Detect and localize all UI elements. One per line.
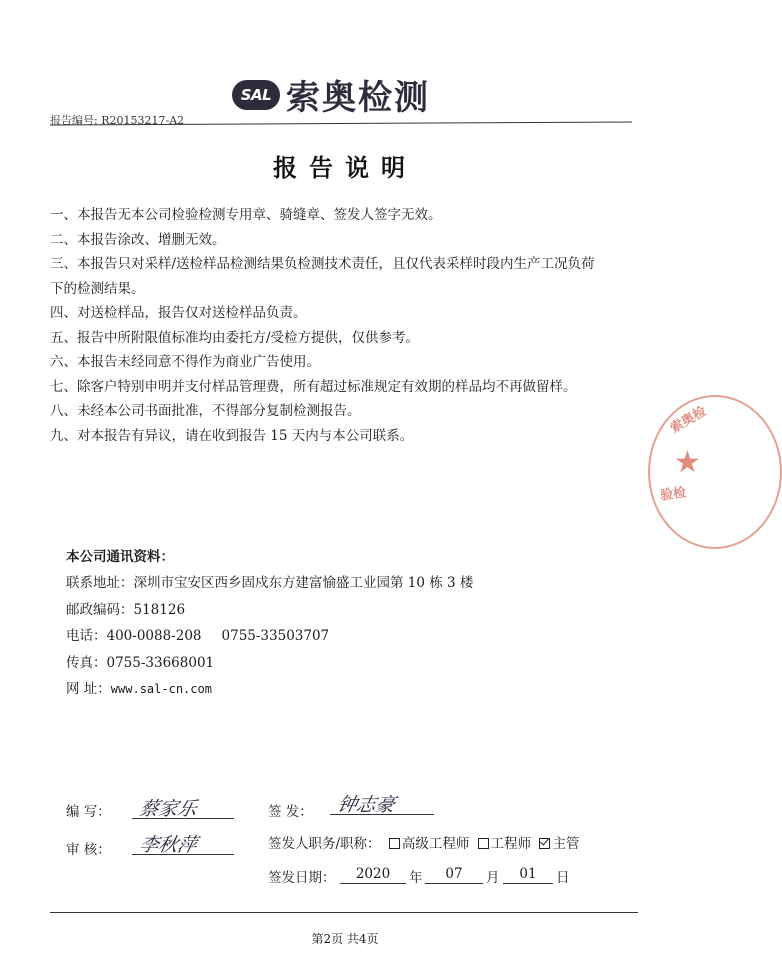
report-number-label: 报告编号: [50,114,98,127]
web-link[interactable]: www.sal-cn.com [110,682,212,696]
report-number-value: R20153217-A2 [101,114,185,127]
day-line [503,883,553,884]
date-month: 07 [445,866,463,882]
web-label: 网 址： [66,681,111,697]
seal-stamp [648,395,782,549]
clause-item: 八、未经本公司书面批准，不得部分复制检测报告。 [50,403,361,419]
clause-item: 二、本报告涂改、增删无效。 [50,231,226,248]
reviewer-label: 审 核： [66,842,111,858]
fax-label: 传真： [66,654,107,671]
fax-row [66,650,473,677]
clause-item: 六、本报告未经同意不得作为商业广告使用。 [50,354,320,370]
date-year: 2020 [355,866,391,882]
year-unit: 年 [409,870,423,886]
month-unit: 月 [486,870,500,886]
year-line [340,883,406,884]
logo-name: 索奥检测 [286,78,430,118]
clause-item: 下的检测结果。 [50,280,145,297]
contact-info [66,570,473,703]
report-number [50,112,184,128]
clause-item: 九、对本报告有异议，请在收到报告 15 天内与本公司联系。 [50,427,414,444]
reviewer-line [132,854,234,855]
month-line [425,883,483,884]
position-option-label: 高级工程师 [401,836,470,852]
postcode-label: 邮政编码： [66,601,134,618]
compiler-label: 编 写： [66,804,111,820]
phone-label: 电话： [66,628,107,644]
position-checkbox-supervisor[interactable] [539,838,550,849]
contact-heading: 本公司通讯资料： [66,549,174,565]
reviewer-signature: 李秋萍 [137,834,200,856]
issuer-label: 签 发： [268,804,313,820]
address-value: 深圳市宝安区西乡固戍东方建富愉盛工业园第 10 栋 3 楼 [133,575,474,591]
company-logo [232,70,430,119]
logo-badge: SAL [232,80,280,110]
phone-value-1: 400-0088-208 [106,628,202,644]
compiler-signature: 蔡家乐 [137,798,200,820]
date-day: 01 [519,866,537,882]
postcode-value: 518126 [133,601,186,618]
clause-item: 三、本报告只对采样/送检样品检测结果负检测技术责任，且仅代表采样时段内生产工况负荷 [50,256,595,272]
address-row [66,570,473,597]
position-checkbox-senior-engineer[interactable] [389,838,400,849]
position-field [268,832,579,852]
position-label: 签发人职务/职称： [268,836,381,852]
issuer-signature: 钟志豪 [335,794,398,816]
issuer-line [330,814,434,815]
date-label: 签发日期： [268,870,336,886]
footer-rule [50,912,638,913]
clause-item: 七、除客户特别申明并支付样品管理费，所有超过标准规定有效期的样品均不再做留样。 [50,378,577,395]
star-icon: ★ [674,445,701,480]
fax-value: 0755-33668001 [106,654,215,671]
page-number: 第2页 共4页 [311,932,379,946]
stamp-text-top: 索奥检 [667,403,710,437]
position-option-label: 主管 [552,836,580,852]
clause-list [50,203,650,448]
phone-row [66,623,473,650]
address-label: 联系地址： [66,575,134,591]
stamp-text-bottom: 验检 [659,485,688,504]
web-row [66,676,473,703]
position-option-label: 工程师 [490,836,532,852]
clause-item: 五、报告中所附限值标准均由委托方/受检方提供，仅供参考。 [50,329,420,346]
clause-item: 一、本报告无本公司检验检测专用章、骑缝章、签发人签字无效。 [50,207,442,223]
day-unit: 日 [556,870,570,886]
postcode-row [66,597,473,624]
position-checkbox-engineer[interactable] [478,838,489,849]
compiler-line [132,818,234,819]
phone-value-2: 0755-33503707 [221,628,330,644]
clause-item: 四、对送检样品，报告仅对送检样品负责。 [50,305,307,321]
page-title: 报告说明 [273,153,417,182]
